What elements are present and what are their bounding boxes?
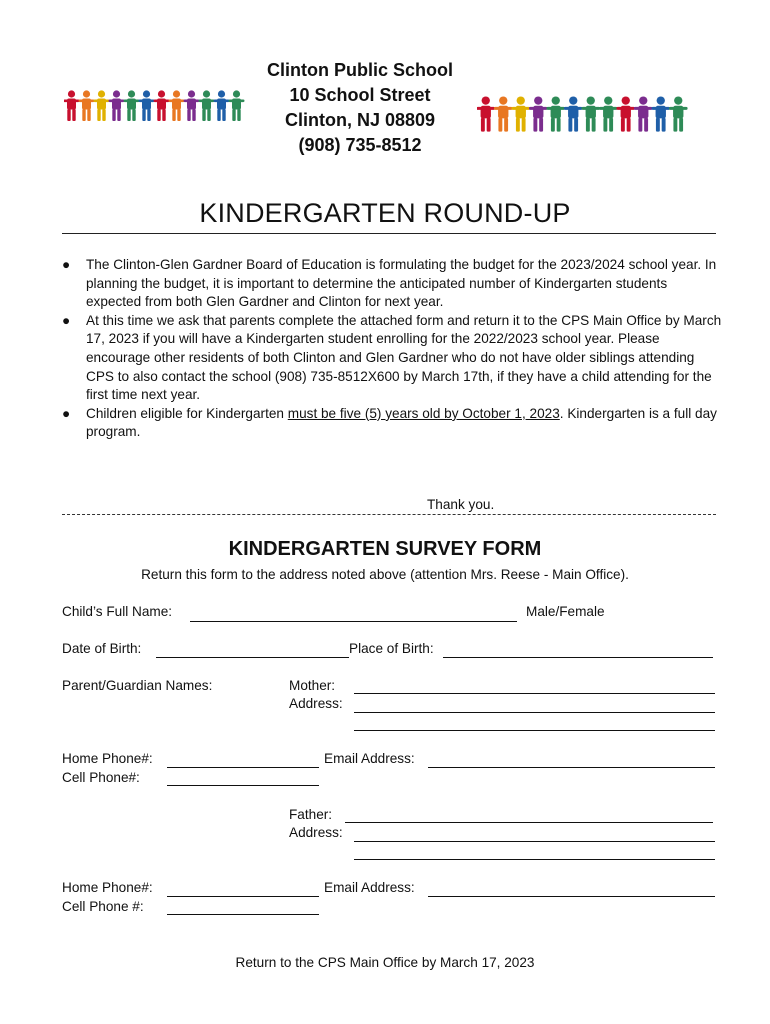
- child-name-field[interactable]: [190, 621, 517, 622]
- page-title: KINDERGARTEN ROUND-UP: [199, 198, 571, 228]
- mother-cell-phone-label: Cell Phone#:: [62, 770, 140, 785]
- father-cell-phone-label: Cell Phone #:: [62, 899, 144, 914]
- father-cell-phone-field[interactable]: [167, 914, 319, 915]
- mother-home-phone-label: Home Phone#:: [62, 751, 153, 766]
- people-chain-right-icon: [477, 96, 689, 134]
- mother-name-field[interactable]: [354, 693, 715, 694]
- mother-home-phone-field[interactable]: [167, 767, 319, 768]
- person-figure-icon: [199, 90, 215, 121]
- person-figure-icon: [669, 96, 688, 131]
- bullet-item: [62, 256, 722, 312]
- pob-label: Place of Birth:: [349, 641, 434, 656]
- mother-label: Mother:: [289, 678, 336, 693]
- bullet-text: Children eligible for Kindergarten: [86, 405, 288, 421]
- dob-label: Date of Birth:: [62, 641, 142, 656]
- father-name-field[interactable]: [345, 822, 713, 823]
- parents-label: Parent/Guardian Names:: [62, 678, 213, 693]
- mother-address-field[interactable]: [354, 712, 715, 713]
- person-figure-icon: [634, 96, 653, 131]
- mother-cell-phone-field[interactable]: [167, 785, 319, 786]
- person-figure-icon: [79, 90, 95, 121]
- person-figure-icon: [124, 90, 140, 121]
- bullet-text: At this time we ask that parents complete the attached form and return it to the CPS Main Office by March 17, 2023 if you will have a Kindergarten student enrolling for the 2022/2023 school year. Please encourage other residents of both Clinton and Glen Gardner who do not have older siblings attending CPS to also contact the school (908) 735-8512X600 by March 17th, if they have a child attending for the first time next year.: [86, 312, 722, 403]
- return-note: Return to the CPS Main Office by March 17, 2023: [235, 955, 535, 970]
- father-label: Father:: [289, 807, 333, 822]
- school-name: Clinton Public School: [267, 60, 453, 80]
- school-header: [230, 58, 490, 158]
- person-figure-icon: [511, 96, 530, 131]
- bullet-item: [62, 405, 722, 442]
- mother-address-field-2[interactable]: [354, 730, 715, 731]
- person-figure-icon: [616, 96, 635, 131]
- person-figure-icon: [169, 90, 185, 121]
- age-requirement: must be five (5) years old by October 1, 2023: [287, 405, 560, 421]
- mother-email-field[interactable]: [428, 767, 715, 768]
- person-figure-icon: [546, 96, 565, 131]
- person-figure-icon: [139, 90, 155, 121]
- father-address-field-2[interactable]: [354, 859, 715, 860]
- person-figure-icon: [214, 90, 230, 121]
- person-figure-icon: [599, 96, 618, 131]
- father-email-field[interactable]: [428, 896, 715, 897]
- bullet-text: . Kindergarten is a full day program.: [86, 405, 717, 440]
- person-figure-icon: [581, 96, 600, 131]
- child-name-label: Child’s Full Name:: [62, 604, 173, 619]
- thank-you-text: Thank you.: [427, 497, 495, 512]
- father-address-field[interactable]: [354, 841, 715, 842]
- cut-line: [62, 514, 716, 515]
- person-figure-icon: [109, 90, 125, 121]
- people-chain-left-icon: [64, 90, 246, 124]
- bullet-text: The Clinton-Glen Gardner Board of Education is formulating the budget for the 2023/2024 school year. In planning the budget, it is important to determine the anticipated number of Kindergarten students expected from both Glen Gardner and Clinton for next year.: [86, 257, 717, 310]
- person-figure-icon: [154, 90, 170, 121]
- bullet-dot-icon: ●: [62, 257, 71, 272]
- form-instruction: Return this form to the address noted above (attention Mrs. Reese - Main Office).: [141, 567, 629, 582]
- father-home-phone-label: Home Phone#:: [62, 880, 153, 895]
- sex-label[interactable]: Male/Female: [526, 604, 605, 619]
- father-email-label: Email Address:: [324, 880, 415, 895]
- person-figure-icon: [529, 96, 548, 131]
- bullet-dot-icon: ●: [62, 405, 71, 421]
- person-figure-icon: [651, 96, 670, 131]
- mother-address-label: Address:: [289, 696, 343, 711]
- bullet-dot-icon: ●: [62, 312, 71, 328]
- mother-email-label: Email Address:: [324, 751, 415, 766]
- pob-field[interactable]: [443, 657, 713, 658]
- bullet-item: [62, 312, 722, 405]
- person-figure-icon: [94, 90, 110, 121]
- form-title: KINDERGARTEN SURVEY FORM: [228, 538, 542, 560]
- school-city: Clinton, NJ 08809: [284, 110, 436, 130]
- dob-field[interactable]: [156, 657, 349, 658]
- title-rule: [62, 233, 716, 234]
- father-home-phone-field[interactable]: [167, 896, 319, 897]
- person-figure-icon: [494, 96, 513, 131]
- info-bullets: [62, 256, 722, 442]
- person-figure-icon: [564, 96, 583, 131]
- person-figure-icon: [64, 90, 80, 121]
- school-street: 10 School Street: [289, 85, 431, 105]
- person-figure-icon: [184, 90, 200, 121]
- father-address-label: Address:: [289, 825, 343, 840]
- school-phone: (908) 735-8512: [298, 135, 422, 155]
